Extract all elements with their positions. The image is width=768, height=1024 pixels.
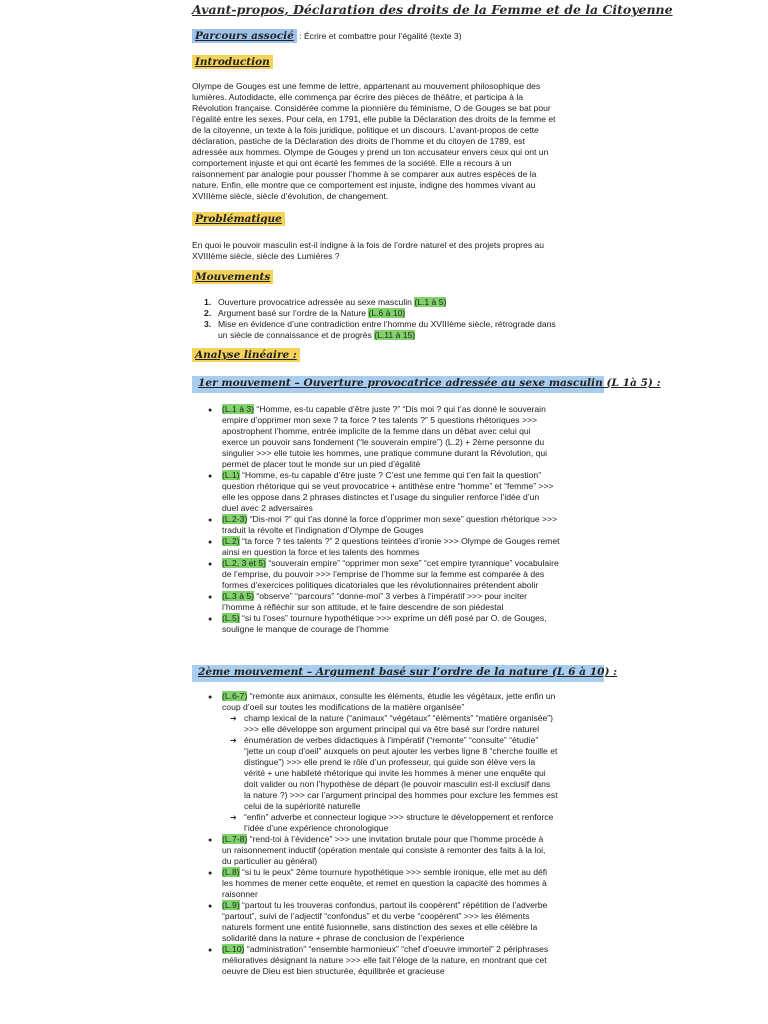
analysis-text: apostrophent l’homme, entrée implicite de la femme dans un débat avec celui qui bbox=[222, 426, 531, 436]
analysis-line bbox=[208, 944, 604, 955]
mouvement-text: Mise en évidence d’une contradiction entre l’homme du XVIIIème siècle, rétrograde dans bbox=[218, 319, 556, 329]
bullet-icon: ● bbox=[208, 694, 213, 701]
analysis-line bbox=[230, 812, 604, 823]
mouvements-list bbox=[204, 297, 604, 341]
analysis-line bbox=[222, 966, 604, 977]
analysis-line bbox=[244, 757, 604, 768]
analysis-text: naturels forment une entité fusionnelle, sans distinction des sexes et elle célèbre la bbox=[222, 922, 538, 932]
line-reference: (L.6 à 10) bbox=[368, 308, 406, 318]
analysis-line bbox=[244, 779, 604, 790]
analysis-line bbox=[244, 823, 604, 834]
analysis-text: (L.9) “partout tu les trouveras confondus, partout ils coopèrent” répétition de l’adverbe bbox=[222, 900, 548, 910]
analysis-line bbox=[244, 801, 604, 812]
intro-line: l’égalité entre les sexes. Pour cela, en 1791, elle publie la Déclaration des droits de la femme et bbox=[192, 114, 556, 124]
line-reference: (L.9) bbox=[222, 900, 240, 910]
analysis-text: solidarité dans la nature + phrase de conclusion de l’expérience bbox=[222, 933, 465, 943]
line-reference: (L.1 à 3) bbox=[222, 404, 255, 414]
analysis-line bbox=[208, 514, 604, 525]
analysis-line bbox=[222, 426, 604, 437]
analysis-line bbox=[208, 558, 604, 569]
mouvement-item bbox=[204, 297, 604, 308]
line-reference: (L.2, 3 et 5) bbox=[222, 558, 266, 568]
introduction-heading: Introduction bbox=[192, 57, 273, 68]
analysis-line bbox=[208, 404, 604, 415]
parcours-text: : Écrire et combattre pour l’égalité (texte 3) bbox=[296, 31, 462, 41]
analysis-text: doit valider ou non l’hypothèse de départ (le pouvoir masculin est-il exclusif dans bbox=[244, 779, 551, 789]
analysis-line bbox=[208, 536, 604, 547]
line-reference: (L.11 à 15) bbox=[374, 330, 416, 340]
analysis-text: traduit la révolte et l’indignation d’Olympe de Gouges bbox=[222, 525, 424, 535]
analysis-line bbox=[222, 624, 604, 635]
analysis-text: raisonner bbox=[222, 889, 258, 899]
analysis-line bbox=[230, 713, 604, 724]
bullet-icon: ● bbox=[208, 594, 213, 601]
analysis-line bbox=[222, 878, 604, 889]
line-reference: (L.2) bbox=[222, 536, 240, 546]
analysis-text: “partout”, suivi de l’adjectif “confondus” et du verbe “coopèrent” >>> les éléments bbox=[222, 911, 530, 921]
introduction-paragraph bbox=[192, 81, 604, 202]
mouvement-item bbox=[204, 308, 604, 319]
mouvement-text: Ouverture provocatrice adressée au sexe masculin bbox=[218, 297, 415, 307]
analysis-line bbox=[222, 856, 604, 867]
intro-line: XVIIIème siècle, siècle d’évolution, de changement. bbox=[192, 191, 389, 201]
analysis-text: (L.2-3) “Dis-moi ?” qui t’as donné la force d’opprimer mon sexe” question rhétorique >>> bbox=[222, 514, 558, 524]
mouvement-number: 3. bbox=[204, 319, 212, 329]
problematique-paragraph bbox=[192, 240, 604, 262]
analysis-line bbox=[244, 768, 604, 779]
intro-line: adressée aux hommes. Olympe de Gouges y prend un ton accusateur envers ceux qui ont un bbox=[192, 147, 549, 157]
analysis-line bbox=[222, 448, 604, 459]
analysis-line bbox=[222, 492, 604, 503]
problem-line: En quoi le pouvoir masculin est-il indigne à la fois de l’ordre naturel et des projets propres au bbox=[192, 240, 545, 250]
analysis-line bbox=[222, 525, 604, 536]
mouvement-number: 1. bbox=[204, 297, 212, 307]
analysis-line bbox=[222, 933, 604, 944]
intro-line: nature. Enfin, elle montre que ce comportement est injuste, indigne des hommes vivant au bbox=[192, 180, 536, 190]
analysis-text: énumération de verbes didactiques à l’impératif (“remonte” “consulte” “étudie” bbox=[244, 735, 539, 745]
analysis-line bbox=[208, 691, 604, 702]
analysis-text: oeuvre de Dieu est bien structurée, équilibrée et gracieuse bbox=[222, 966, 445, 976]
mouvement-text: Argument basé sur l’ordre de la Nature bbox=[218, 308, 369, 318]
line-reference: (L.3 à 5) bbox=[222, 591, 255, 601]
analysis-text: (L.3 à 5) “observe” “parcours” “donne-moi” 3 verbes à l’impératif >>> pour inciter bbox=[222, 591, 527, 601]
analysis-line bbox=[222, 955, 604, 966]
line-reference: (L.2-3) bbox=[222, 514, 248, 524]
analysis-text: “jette un coup d’oeil” auxquels on peut ajouter les verbes ligne 8 “cherche fouille et bbox=[244, 746, 558, 756]
bullet-icon: ● bbox=[208, 473, 213, 480]
mouvement-text-continued: un siècle de connaissance et de progrès bbox=[218, 330, 375, 340]
analysis-text: l’homme à réfléchir sur son attitude, et le faire descendre de son piédestal bbox=[222, 602, 504, 612]
analysis-text: >>> elle développe son argument principal qui va être basé sur l’ordre naturel bbox=[244, 724, 539, 734]
analysis-line bbox=[222, 602, 604, 613]
analysis-text: permet de placer tout le monde sur un pied d’égalité bbox=[222, 459, 421, 469]
analysis-text: un raisonnement inductif (opération mentale qui consiste à remonter des faits à la loi, bbox=[222, 845, 546, 855]
bullet-icon: ● bbox=[208, 517, 213, 524]
analysis-line bbox=[222, 481, 604, 492]
analysis-text: (L.2, 3 et 5) “souverain empire” “opprimer mon sexe” “cet empire tyrannique” vocabulaire bbox=[222, 558, 559, 568]
analysis-text: l’idée d’une expérience chronologique bbox=[244, 823, 389, 833]
analysis-line bbox=[222, 569, 604, 580]
page-title: Avant-propos, Déclaration des droits de la Femme et de la Citoyenne bbox=[192, 2, 673, 17]
mouvement-2-list bbox=[208, 691, 604, 977]
line-reference: (L.6-7) bbox=[222, 691, 248, 701]
bullet-icon: ● bbox=[208, 903, 213, 910]
analysis-line bbox=[222, 580, 604, 591]
analysis-text: (L.6-7) “remonte aux animaux, consulte les éléments, étudie les végétaux, jette enfin un bbox=[222, 691, 556, 701]
bullet-icon: ● bbox=[208, 407, 213, 414]
intro-line: Olympe de Gouges est une femme de lettre, appartenant au mouvement philosophique des bbox=[192, 81, 541, 91]
analysis-line bbox=[222, 503, 604, 514]
bullet-icon: ● bbox=[208, 837, 213, 844]
arrow-icon: ➔ bbox=[230, 813, 237, 822]
analysis-line bbox=[222, 889, 604, 900]
analysis-line bbox=[230, 735, 604, 746]
mouvement-2-title: 2ème mouvement – Argument basé sur l’ordre de la nature (L 6 à 10) : bbox=[192, 665, 604, 682]
analysis-line bbox=[208, 470, 604, 481]
bullet-icon: ● bbox=[208, 870, 213, 877]
analyse-heading: Analyse linéaire : bbox=[192, 350, 300, 361]
intro-line: déclaration, pastiche de la Déclaration des droits de l’homme et du citoyen de 1789, est bbox=[192, 136, 525, 146]
bullet-icon: ● bbox=[208, 947, 213, 954]
line-reference: (L.10) bbox=[222, 944, 245, 954]
mouvement-1-title: 1er mouvement – Ouverture provocatrice adressée au sexe masculin (L 1à 5) : bbox=[192, 376, 604, 393]
analysis-text: (L.1) “Homme, es-tu capable d’être juste ? C’est une femme qui t’en fait la question” bbox=[222, 470, 542, 480]
mouvement-item bbox=[204, 319, 604, 341]
intro-line: lumières. Autodidacte, elle commença par écrire des pièces de théâtre, et participa à la bbox=[192, 92, 524, 102]
analysis-text: (L.10) “administration” “ensemble harmonieux” “chef d’oeuvre immortel” 2 périphrases bbox=[222, 944, 549, 954]
analysis-line bbox=[222, 547, 604, 558]
analysis-text: (L.1 à 3) “Homme, es-tu capable d’être juste ?” “Dis moi ? qui t’as donné le souverain bbox=[222, 404, 546, 414]
analysis-line bbox=[222, 437, 604, 448]
bullet-icon: ● bbox=[208, 616, 213, 623]
analysis-line bbox=[208, 613, 604, 624]
bullet-icon: ● bbox=[208, 561, 213, 568]
analysis-line bbox=[208, 591, 604, 602]
analysis-text: de l’emprise, du pouvoir >>> l’emprise de l’homme sur la femme est comparée à des bbox=[222, 569, 545, 579]
analysis-text: duel avec 2 adversaires bbox=[222, 503, 313, 513]
analysis-text: mélioratives désignant la nature >>> elle fait l’éloge de la nature, en montrant que cet bbox=[222, 955, 547, 965]
analysis-text: elle les oppose dans 2 phrases distinctes et l’usage du singulier renforce l’idée d’un bbox=[222, 492, 540, 502]
analysis-line bbox=[222, 702, 604, 713]
analysis-text: la nature ?) >>> car l’argument principal des hommes pour exclure les femmes est bbox=[244, 790, 558, 800]
analysis-text: “enfin” adverbe et connecteur logique >>> structure le développement et renforce bbox=[244, 812, 554, 822]
mouvement-number: 2. bbox=[204, 308, 212, 318]
line-reference: (L.8) bbox=[222, 867, 240, 877]
analysis-line bbox=[222, 922, 604, 933]
analysis-text: exerce un pouvoir sans fondement (“le souverain empire”) (L.2) + 2ème personne du bbox=[222, 437, 545, 447]
analysis-text: (L.2) “ta force ? tes talents ?” 2 questions teintées d’ironie >>> Olympe de Gouges remet bbox=[222, 536, 560, 546]
analysis-line bbox=[222, 911, 604, 922]
intro-line: Révolution française. Considérée comme la pionnière du féminisme, O de Gouges se bat pour bbox=[192, 103, 551, 113]
analysis-text: empire d’opprimer mon sexe ? ta force ? tes talents ?” 5 questions rhétoriques >>> bbox=[222, 415, 538, 425]
parcours-line bbox=[192, 31, 462, 42]
analysis-text: singulier >>> elle tutoie les hommes, une pratique commune durant la Révolution, qui bbox=[222, 448, 548, 458]
arrow-icon: ➔ bbox=[230, 736, 237, 745]
arrow-icon: ➔ bbox=[230, 714, 237, 723]
analysis-text: formes d’exercices politiques dicatoriales que les révolutionnaires prétendent abolir bbox=[222, 580, 539, 590]
analysis-line bbox=[222, 415, 604, 426]
analysis-line bbox=[208, 834, 604, 845]
analysis-line bbox=[222, 459, 604, 470]
analysis-line bbox=[222, 845, 604, 856]
analysis-text: celui de la supériorité naturelle bbox=[244, 801, 361, 811]
analysis-line bbox=[208, 867, 604, 878]
analysis-text: les hommes de mener cette enquête, et remet en question la capacité des hommes à bbox=[222, 878, 547, 888]
analysis-text: distingue”) >>> elle prend le rôle d’un professeur, qui guide son élève vers la bbox=[244, 757, 536, 767]
analysis-text: coup d’oeil sur toutes les modifications de la matière organisée” bbox=[222, 702, 465, 712]
mouvement-1-list bbox=[208, 404, 604, 635]
analysis-text: vérité + une habileté rhétorique qui invite les hommes à mener une enquête qui bbox=[244, 768, 546, 778]
analysis-text: champ lexical de la nature (“animaux” “végétaux” “éléments” “matière organisée”) bbox=[244, 713, 554, 723]
analysis-line bbox=[244, 790, 604, 801]
analysis-text: ainsi en question la force et les talents des hommes bbox=[222, 547, 420, 557]
line-reference: (L.7-8) bbox=[222, 834, 248, 844]
mouvements-heading: Mouvements bbox=[192, 272, 273, 283]
line-reference: (L.1 à 5) bbox=[414, 297, 447, 307]
intro-line: raisonnement par analogie pour pousser l’homme à se comparer aux autres espèces de la bbox=[192, 169, 537, 179]
analysis-line bbox=[208, 900, 604, 911]
analysis-text: du particulier au général) bbox=[222, 856, 318, 866]
analysis-text: souligne le manque de courage de l’homme bbox=[222, 624, 389, 634]
intro-line: comportement injuste et qui ont écarté les femmes de la société. Elle a recours à un bbox=[192, 158, 512, 168]
parcours-label: Parcours associé bbox=[192, 29, 297, 43]
analysis-text: (L.5) “si tu l’oses” tournure hypothétique >>> exprime un défi posé par O. de Gouges, bbox=[222, 613, 547, 623]
analysis-text: (L.7-8) “rend-toi à l’évidence” >>> une invitation brutale pour que l’homme procède à bbox=[222, 834, 544, 844]
analysis-text: (L.8) “si tu le peux” 2ème tournure hypothétique >>> semble ironique, elle met au défi bbox=[222, 867, 548, 877]
line-reference: (L.5) bbox=[222, 613, 240, 623]
analysis-line bbox=[244, 724, 604, 735]
analysis-text: question rhétorique qui se veut provocatrice + antithèse entre “homme” et “femme” >>> bbox=[222, 481, 554, 491]
line-reference: (L.1) bbox=[222, 470, 240, 480]
analysis-line bbox=[244, 746, 604, 757]
intro-line: de la citoyenne, un texte à la fois juridique, politique et un discours. L’avant-propos de cette bbox=[192, 125, 539, 135]
problem-line: XVIIIème siècle, siècle des Lumières ? bbox=[192, 251, 340, 261]
problematique-heading: Problématique bbox=[192, 214, 285, 225]
bullet-icon: ● bbox=[208, 539, 213, 546]
